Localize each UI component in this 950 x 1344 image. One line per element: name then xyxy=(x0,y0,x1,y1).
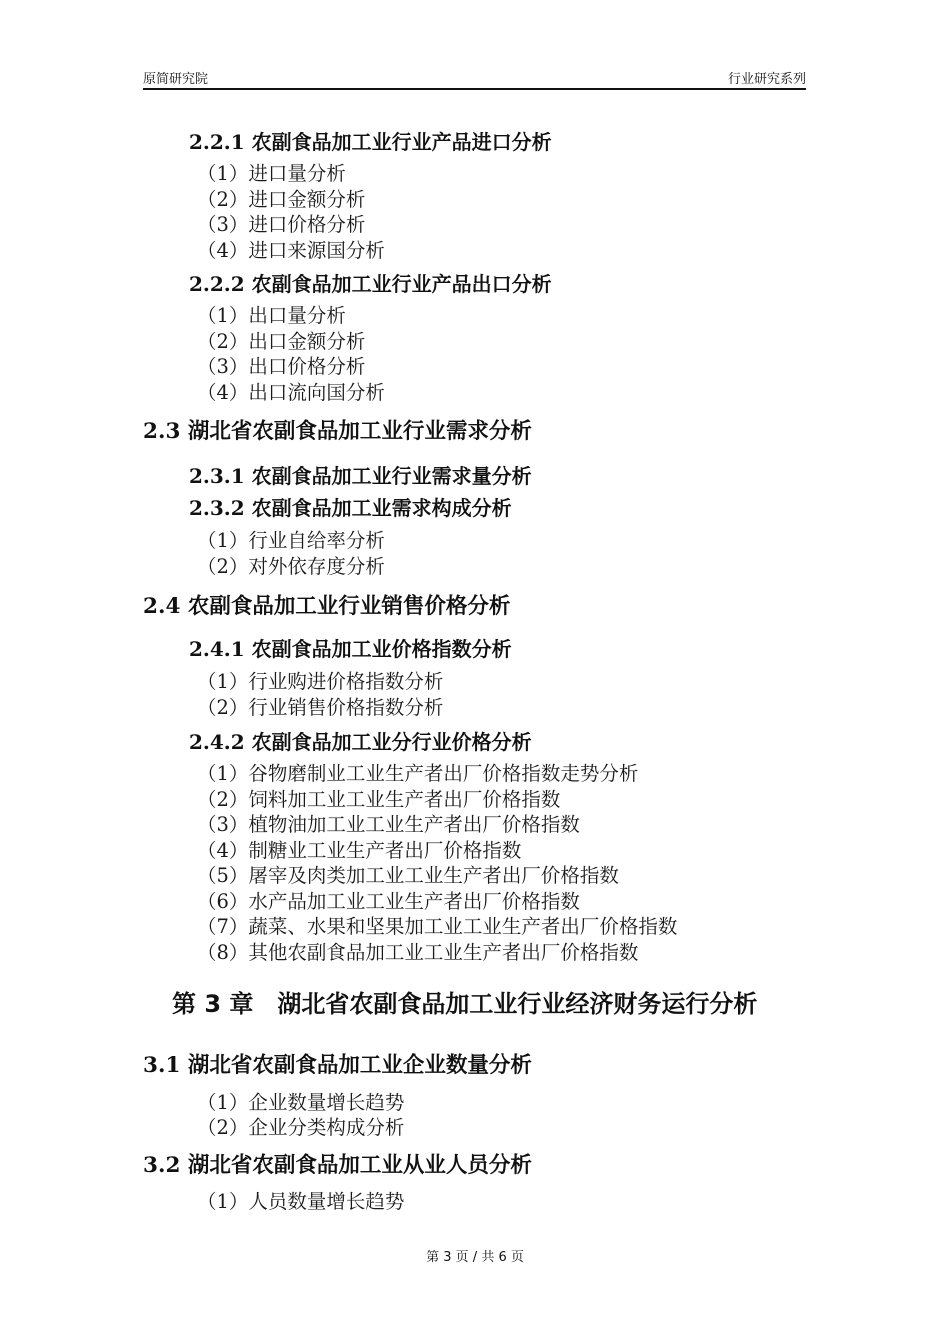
toc-heading-2-3: 2.3 湖北省农副食品加工业行业需求分析 xyxy=(143,419,532,444)
toc-chapter-3: 第 3 章 湖北省农副食品加工业行业经济财务运行分析 xyxy=(172,990,758,1018)
toc-item: （2）出口金额分析 xyxy=(197,330,366,353)
toc-item: （1）谷物磨制业工业生产者出厂价格指数走势分析 xyxy=(197,762,639,785)
toc-item: （7）蔬菜、水果和坚果加工业工业生产者出厂价格指数 xyxy=(197,915,678,938)
toc-item: （3）出口价格分析 xyxy=(197,355,366,378)
toc-heading-2-3-2: 2.3.2 农副食品加工业需求构成分析 xyxy=(189,496,512,520)
toc-item: （1）行业购进价格指数分析 xyxy=(197,670,444,693)
header-series-name: 行业研究系列 xyxy=(727,72,806,87)
toc-item: （2）进口金额分析 xyxy=(197,188,366,211)
page-number: 第 3 页 / 共 6 页 xyxy=(426,1250,524,1265)
toc-item: （1）人员数量增长趋势 xyxy=(197,1190,405,1213)
page-header xyxy=(143,66,806,90)
toc-item: （8）其他农副食品加工业工业生产者出厂价格指数 xyxy=(197,941,639,964)
toc-item: （2）行业销售价格指数分析 xyxy=(197,696,444,719)
toc-item: （3）植物油加工业工业生产者出厂价格指数 xyxy=(197,813,580,836)
toc-heading-3-1: 3.1 湖北省农副食品加工业企业数量分析 xyxy=(143,1053,532,1078)
toc-item: （2）饲料加工业工业生产者出厂价格指数 xyxy=(197,788,561,811)
toc-heading-2-4: 2.4 农副食品加工业行业销售价格分析 xyxy=(143,594,511,619)
toc-item: （3）进口价格分析 xyxy=(197,213,366,236)
toc-heading-2-4-2: 2.4.2 农副食品加工业分行业价格分析 xyxy=(189,730,532,754)
toc-heading-2-2-2: 2.2.2 农副食品加工业行业产品出口分析 xyxy=(189,272,552,296)
toc-item: （2）对外依存度分析 xyxy=(197,555,385,578)
toc-item: （6）水产品加工业工业生产者出厂价格指数 xyxy=(197,890,580,913)
header-org-name: 原简研究院 xyxy=(143,72,209,87)
toc-item: （1）行业自给率分析 xyxy=(197,529,385,552)
toc-heading-2-2-1: 2.2.1 农副食品加工业行业产品进口分析 xyxy=(189,130,552,154)
toc-item: （4）进口来源国分析 xyxy=(197,239,385,262)
toc-item: （4）出口流向国分析 xyxy=(197,381,385,404)
toc-heading-2-4-1: 2.4.1 农副食品加工业价格指数分析 xyxy=(189,637,512,661)
toc-item: （2）企业分类构成分析 xyxy=(197,1116,405,1139)
toc-item: （1）进口量分析 xyxy=(197,162,346,185)
toc-heading-3-2: 3.2 湖北省农副食品加工业从业人员分析 xyxy=(143,1153,532,1178)
toc-item: （1）企业数量增长趋势 xyxy=(197,1091,405,1114)
toc-item: （4）制糖业工业生产者出厂价格指数 xyxy=(197,839,522,862)
toc-heading-2-3-1: 2.3.1 农副食品加工业行业需求量分析 xyxy=(189,464,532,488)
toc-item: （1）出口量分析 xyxy=(197,304,346,327)
toc-item: （5）屠宰及肉类加工业工业生产者出厂价格指数 xyxy=(197,864,619,887)
